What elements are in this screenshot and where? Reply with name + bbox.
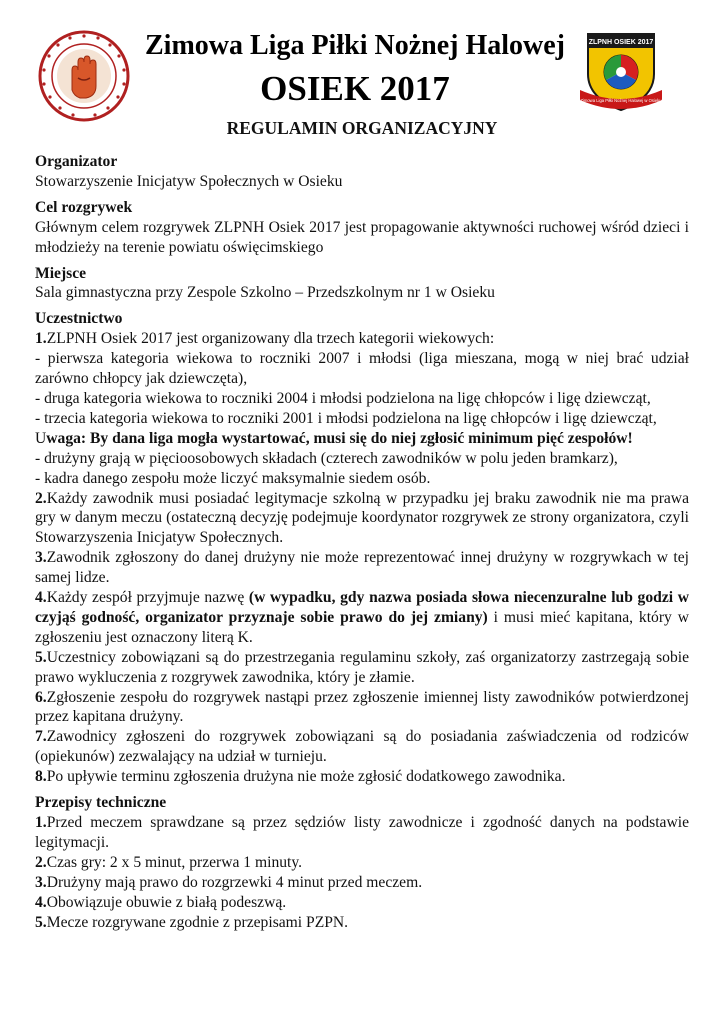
item-text: Obowiązuje obuwie z białą podeszwą.	[46, 893, 287, 911]
attention-note	[35, 429, 689, 449]
technical-rule-4	[35, 893, 689, 913]
regulations-body	[35, 152, 689, 932]
technical-rule-2	[35, 853, 689, 873]
item-number: 3.	[35, 873, 47, 891]
participation-item-5	[35, 648, 689, 688]
participation-item-7	[35, 727, 689, 767]
item-number: 7.	[35, 728, 47, 746]
item-text: Mecze rozgrywane zgodnie z przepisami PZPN.	[46, 913, 349, 931]
item-text: Zgłoszenie zespołu do rozgrywek nastąpi przez zgłoszenie imiennej listy zawodników potwierdzonej przez kapitana drużyny.	[35, 688, 689, 726]
crest-banner-text: Zimowa Liga Piłki Nożnej Halowej w Osieku	[580, 98, 662, 103]
document-header	[0, 0, 724, 120]
item-number: 2.	[35, 489, 47, 507]
section-heading-organizer: Organizator	[35, 153, 118, 170]
section-heading-goal: Cel rozgrywek	[35, 198, 133, 216]
technical-rule-1	[35, 813, 689, 853]
section-heading-participation: Uczestnictwo	[35, 310, 123, 328]
attention-text: waga: By dana liga mogła wystartować, musi się do niej zgłosić minimum pięć zespołów!	[46, 429, 633, 447]
goal-text: Głównym celem rozgrywek ZLPNH Osiek 2017 jest propagowanie aktywności ruchowej wśród dzieci i młodzieży na terenie powiatu oświęcimskiego	[35, 218, 689, 256]
technical-rule-5	[35, 913, 689, 933]
participation-item-3	[35, 548, 689, 588]
technical-rule-3	[35, 873, 689, 893]
league-crest-logo	[578, 28, 664, 114]
item-number: 1.	[35, 330, 47, 348]
item-text: Uczestnicy zobowiązani są do przestrzegania regulaminu szkoły, zaś organizatorzy zastrzegają sobie prawo wykluczenia z rozgrywek zawodnika, który je złamie.	[35, 648, 689, 686]
document-title: REGULAMIN ORGANIZACYJNY	[226, 118, 498, 138]
item-number: 5.	[35, 648, 47, 666]
crest-top-text: ZLPNH OSIEK 2017	[588, 39, 654, 46]
item-number: 4.	[35, 589, 47, 607]
item-text: ZLPNH Osiek 2017 jest organizowany dla trzech kategorii wiekowych:	[46, 330, 495, 348]
participation-item-6	[35, 688, 689, 728]
place-text: Sala gimnastyczna przy Zespole Szkolno – Przedszkolnym nr 1 w Osieku	[35, 284, 495, 302]
item-text: Po upływie terminu zgłoszenia drużyna nie może zgłosić dodatkowego zawodnika.	[46, 768, 566, 786]
item-text: Zawodnicy zgłoszeni do rozgrywek zobowiązani są do posiadania zaświadczenia od rodziców (opiekunów) zezwalający na udział w turnieju.	[35, 728, 689, 766]
item-number: 1.	[35, 814, 47, 831]
item-text-bold: (w wypadku, gdy nazwa posiada słowa niecenzuralne lub godzi w czyjąś godność, organizator przyznaje sobie prawo do jej zmiany)	[35, 589, 689, 626]
item-text-end: i musi mieć kapitana, który w zgłoszeniu jest oznaczony literą K.	[35, 608, 689, 646]
squad-limit-rule: - kadra danego zespołu może liczyć maksymalnie siedem osób.	[35, 469, 431, 487]
category-3: - trzecia kategoria wiekowa to roczniki 2001 i młodsi podzielona na ligę chłopców i ligę dziewcząt,	[35, 409, 657, 427]
participation-item-8	[35, 767, 689, 787]
category-1: - pierwsza kategoria wiekowa to roczniki 2007 i młodsi (liga mieszana, mogą w niej brać udział zarówno chłopcy jak dziewczęta),	[35, 350, 689, 388]
team-size-rule: - drużyny grają w pięcioosobowych składach (czterech zawodników w polu jeden bramkarz),	[35, 449, 618, 467]
attention-initial: U	[35, 429, 47, 447]
organizer-text: Stowarzyszenie Inicjatyw Społecznych w Osieku	[35, 172, 343, 190]
item-number: 3.	[35, 549, 47, 567]
item-text: Czas gry: 2 x 5 minut, przerwa 1 minuty.	[46, 853, 303, 871]
item-text: Przed meczem sprawdzane są przez sędziów listy zawodnicze i zgodność danych na podstawie legitymacji.	[35, 814, 689, 851]
section-heading-technical-rules: Przepisy techniczne	[35, 794, 167, 812]
league-subtitle: OSIEK 2017	[260, 69, 450, 108]
item-number: 6.	[35, 688, 47, 706]
item-number: 4.	[35, 893, 47, 911]
participation-item-4	[35, 588, 689, 648]
association-logo	[38, 30, 130, 122]
item-number: 8.	[35, 768, 47, 786]
participation-item-2	[35, 489, 689, 549]
item-number: 2.	[35, 853, 47, 871]
item-text: Każdy zawodnik musi posiadać legitymacje szkolną w przypadku jej braku zawodnik nie ma prawa gry w danym meczu (ostateczną decyzję podejmuje koordynator rozgrywek ze strony organizatora, czyli Stowarzyszenia Inicjatyw Społecznych.	[35, 489, 689, 547]
item-text: Drużyny mają prawo do rozgrzewki 4 minut przed meczem.	[46, 873, 423, 891]
category-2: - druga kategoria wiekowa to roczniki 2004 i młodsi podzielona na ligę chłopców i ligę dziewcząt,	[35, 389, 651, 407]
section-heading-place: Miejsce	[35, 264, 87, 282]
participation-item-1	[35, 329, 689, 349]
item-number: 5.	[35, 913, 47, 931]
item-text: Każdy zespół przyjmuje nazwę	[46, 589, 249, 607]
league-title: Zimowa Liga Piłki Nożnej Halowej	[145, 30, 565, 61]
item-text: Zawodnik zgłoszony do danej drużyny nie może reprezentować innej drużyny w rozgrywkach w tej samej lidze.	[35, 549, 689, 587]
